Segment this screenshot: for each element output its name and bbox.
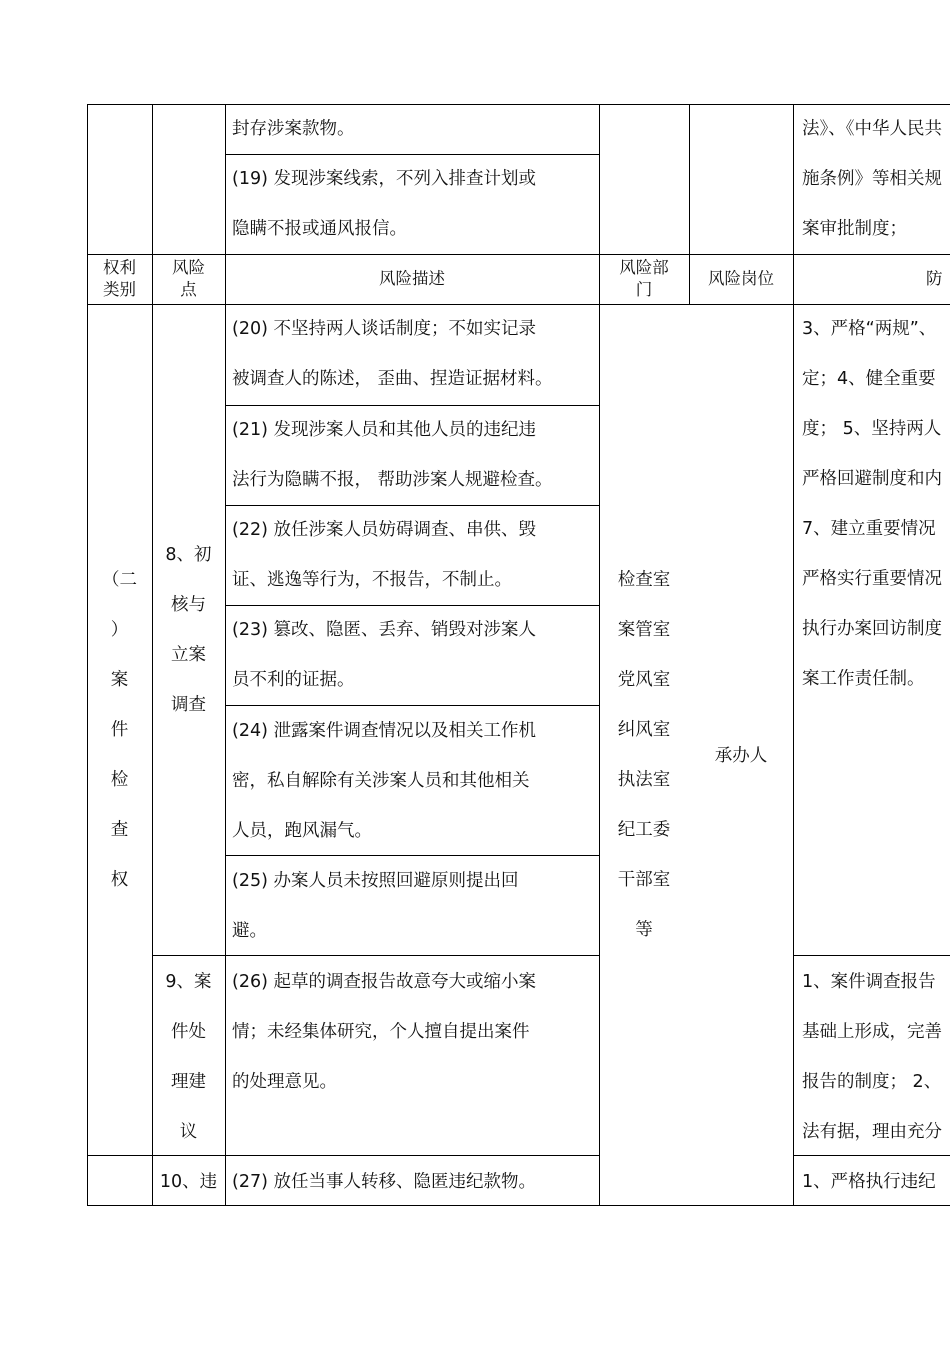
header-risk-point-line2: 点 [180, 280, 197, 299]
desc-23-line1: (23) 篡改、隐匿、丢弃、销毁对涉案人 [232, 620, 536, 640]
risk-point-8-line: 调查 [171, 695, 206, 715]
header-risk-point [152, 257, 225, 301]
risk-point-10-line: 10、违 [159, 1172, 218, 1192]
risk-point-8-line: 立案 [171, 645, 206, 665]
department-name: 案管室 [617, 620, 671, 640]
row-line-header-top [87, 254, 950, 255]
department-name: 执法室 [617, 770, 671, 790]
row-line [793, 955, 950, 956]
col-line [793, 104, 794, 1206]
measure-main-line: 严格实行重要情况 [802, 569, 942, 589]
measure-main-line: 严格回避制度和内 [802, 469, 942, 489]
header-risk-department-line2: 门 [635, 280, 653, 299]
risk-point-9-line: 9、案 [165, 972, 212, 992]
desc-21-line1: (21) 发现涉案人员和其他人员的违纪违 [232, 420, 536, 440]
category-char: （二 [102, 570, 137, 590]
measure-p10-line: 1、严格执行违纪 [802, 1172, 936, 1192]
risk-point-8-line: 核与 [171, 595, 206, 615]
risk-point-8 [152, 530, 225, 730]
header-risk-point-line1: 风险 [172, 258, 205, 277]
risk-point-9 [152, 957, 225, 1157]
desc-24-line2: 密，私自解除有关涉案人员和其他相关 [232, 771, 530, 791]
desc-22-line1: (22) 放任涉案人员妨碍调查、串供、毁 [232, 520, 536, 540]
header-risk-description: 风险描述 [379, 269, 445, 288]
category-char: 件 [110, 720, 129, 740]
header-risk-position: 风险岗位 [708, 269, 774, 288]
risk-point-9-line: 议 [179, 1122, 198, 1142]
desc-21-line2: 法行为隐瞒不报， 帮助涉案人规避检查。 [232, 470, 553, 490]
category-char: 权 [110, 870, 129, 890]
risk-departments [599, 555, 689, 955]
measure-p9-line: 1、案件调查报告 [802, 972, 936, 992]
category-char: 查 [110, 820, 129, 840]
measure-p9-line: 法有据，理由充分 [802, 1122, 942, 1142]
desc-24-line3: 人员，跑风漏气。 [232, 821, 372, 841]
header-category-line1: 权利 [103, 258, 136, 277]
measure-main-line: 执行办案回访制度 [802, 619, 942, 639]
header-risk-department-line1: 风险部 [619, 258, 669, 277]
measure-top-line2: 施条例》等相关规 [802, 169, 942, 189]
desc-20-line1: (20) 不坚持两人谈话制度；不如实记录 [232, 319, 536, 339]
measure-main-line: 定；4、健全重要 [802, 369, 936, 389]
category-char: 案 [110, 670, 129, 690]
risk-point-9-line: 件处 [171, 1022, 206, 1042]
risk-point-8-line: 8、初 [165, 545, 212, 565]
measure-top-line1: 法》、《中华人民共 [802, 119, 942, 139]
department-name: 等 [635, 920, 653, 940]
category-char: 检 [110, 770, 129, 790]
desc-26-line2: 情；未经集体研究，个人擅自提出案件 [232, 1022, 530, 1042]
department-name: 纪工委 [617, 820, 671, 840]
measure-main-line: 7、建立重要情况 [802, 519, 936, 539]
header-category-line2: 类别 [103, 280, 136, 299]
risk-point-10 [152, 1157, 225, 1207]
risk-position: 承办人 [714, 746, 768, 766]
desc-25-line1: (25) 办案人员未按照回避原则提出回 [232, 871, 519, 891]
header-risk-department [599, 257, 689, 301]
desc-20-line2: 被调查人的陈述， 歪曲、捏造证据材料。 [232, 369, 553, 389]
measure-p9-line: 报告的制度； 2、 [802, 1072, 942, 1092]
category-char: ） [110, 620, 129, 640]
desc-26-line1: (26) 起草的调查报告故意夸大或缩小案 [232, 972, 536, 992]
desc-25-line2: 避。 [232, 921, 267, 941]
measure-top-line3: 案审批制度； [802, 219, 907, 239]
desc-cell-19-line1: (19) 发现涉案线索，不列入排查计划或 [232, 169, 536, 189]
measure-main-line: 3、严格“两规”、 [802, 319, 937, 339]
desc-23-line2: 员不利的证据。 [232, 670, 355, 690]
row-line [152, 955, 599, 956]
department-name: 党风室 [617, 670, 671, 690]
desc-22-line2: 证、逃逸等行为，不报告，不制止。 [232, 570, 512, 590]
measure-p9-line: 基础上形成，完善 [802, 1022, 942, 1042]
department-name: 干部室 [617, 870, 671, 890]
desc-24-line1: (24) 泄露案件调查情况以及相关工作机 [232, 721, 536, 741]
desc-26-line3: 的处理意见。 [232, 1072, 337, 1092]
desc-cell-continued: 封存涉案款物。 [232, 119, 355, 139]
department-name: 检查室 [617, 570, 671, 590]
desc-27-line1: (27) 放任当事人转移、隐匿违纪款物。 [232, 1172, 536, 1192]
header-measures: 防 [926, 269, 943, 288]
desc-cell-19-line2: 隐瞒不报或通风报信。 [232, 219, 407, 239]
measure-main-line: 度； 5、坚持两人 [802, 419, 942, 439]
department-name: 纠风室 [617, 720, 671, 740]
risk-point-9-line: 理建 [171, 1072, 206, 1092]
header-category [87, 257, 152, 301]
category-case-inspection [87, 555, 152, 905]
measure-main-line: 案工作责任制。 [802, 669, 925, 689]
